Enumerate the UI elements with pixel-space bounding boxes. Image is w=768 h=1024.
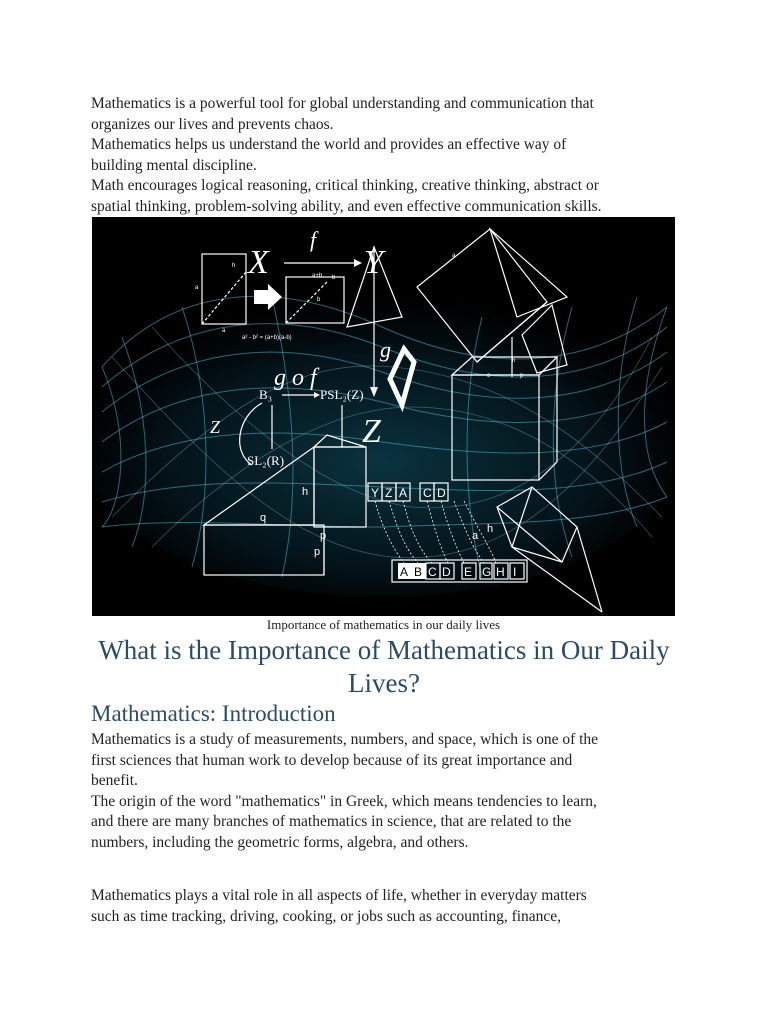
svg-text:b: b [317, 297, 321, 303]
label-f: f [310, 227, 317, 252]
label-a: a [472, 530, 479, 542]
svg-text:a: a [452, 253, 456, 259]
letter-bottom: H [496, 565, 505, 579]
intro-line: Math encourages logical reasoning, critical thinking, creative thinking, abstract or [91, 177, 599, 194]
math-illustration [92, 217, 675, 616]
letter-bottom: B [414, 565, 423, 579]
intro-line: Mathematics is a powerful tool for global understanding and communication that [91, 95, 594, 112]
label-h: h [302, 486, 309, 498]
section-subheading: Mathematics: Introduction [91, 701, 336, 726]
intro-line: Mathematics helps us understand the world and provides an effective way of [91, 136, 567, 153]
page-heading: What is the Importance of Mathematics in Our Daily Lives? [98, 635, 670, 698]
letter-top: C [423, 486, 432, 500]
svg-text:h: h [232, 263, 236, 269]
section-line: first sciences that human work to develop because of its great importance and [91, 751, 573, 769]
section-line: benefit. [91, 772, 138, 789]
label-x: X [248, 244, 269, 281]
svg-text:a: a [222, 328, 226, 334]
letter-top: Z [385, 486, 393, 500]
svg-text:c: c [487, 373, 490, 379]
intro-line: organizes our lives and prevents chaos. [91, 115, 334, 133]
letter-bottom: I [513, 565, 517, 579]
label-mapping: a+b [312, 273, 323, 279]
section-line: The origin of the word "mathematics" in Greek, which means tendencies to learn, [91, 792, 597, 810]
letter-top: A [399, 486, 408, 500]
label-sl: SL₂(R) [247, 453, 285, 468]
label-psl: PSL₂(Z) [320, 387, 364, 402]
letter-bottom: E [464, 565, 473, 579]
figure-caption: Importance of mathematics in our daily lives [266, 617, 501, 632]
label-p: p [320, 530, 327, 542]
section-paragraph [91, 730, 691, 853]
bottom-line: such as time tracking, driving, cooking, or jobs such as accounting, finance, [91, 907, 562, 925]
label-formula: a² - b² = (a+b)(a-b) [242, 335, 292, 341]
intro-line: spatial thinking, problem-solving ability, and even effective communication skills. [91, 197, 602, 215]
letter-bottom: C [428, 565, 437, 579]
section-line: Mathematics is a study of measurements, numbers, and space, which is one of the [91, 731, 599, 748]
letter-top: Y [371, 486, 380, 500]
label-g: g [380, 337, 391, 362]
label-gof: g o f [274, 365, 317, 391]
section-line: numbers, including the geometric forms, algebra, and others. [91, 833, 469, 851]
svg-text:h: h [512, 358, 516, 364]
label-b: B₃ [259, 387, 273, 402]
letter-top: D [437, 486, 446, 500]
label-y: Y [364, 244, 383, 281]
svg-text:b: b [332, 275, 336, 281]
bottom-paragraph [91, 886, 691, 927]
svg-text:p: p [520, 373, 524, 379]
letter-bottom: D [442, 565, 451, 579]
letter-bottom: G [482, 565, 492, 579]
label-z-small: Z [210, 417, 221, 437]
intro-paragraph [91, 94, 691, 217]
math-illustration-svg [92, 217, 675, 616]
bottom-line: Mathematics plays a vital role in all aspects of life, whether in everyday matters [91, 887, 587, 904]
section-line: and there are many branches of mathematics in science, that are related to the [91, 813, 572, 830]
label-h2: h [487, 523, 494, 535]
intro-line: building mental discipline. [91, 156, 257, 174]
label-z: Z [362, 413, 381, 450]
letter-bottom: A [400, 565, 409, 579]
svg-text:p: p [314, 546, 321, 558]
svg-text:a: a [195, 285, 199, 291]
label-q: q [260, 512, 267, 524]
